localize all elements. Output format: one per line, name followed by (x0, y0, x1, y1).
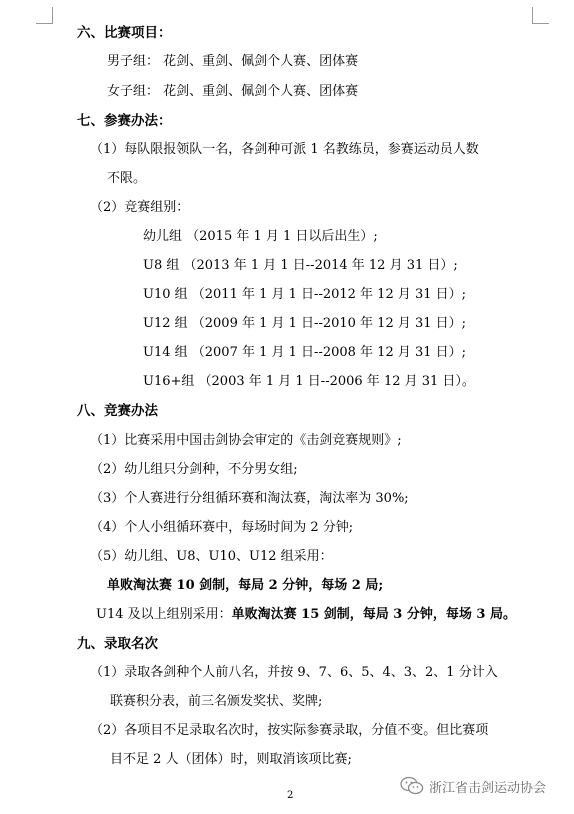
page-number: 2 (287, 790, 294, 801)
senior-format-prefix: U14 及以上组别采用： (96, 607, 232, 622)
section-9-item-2: （2）各项目不足录取名次时，按实际参赛录取，分值不变。但比赛项 (90, 723, 489, 738)
section-6-title: 六、比赛项目： (77, 25, 172, 41)
section-8-item: （2）幼儿组只分剑种，不分男女组; (90, 462, 298, 477)
wechat-icon (400, 776, 424, 796)
section-9-title: 九、录取名次 (77, 636, 158, 652)
section-6-women: 女子组： 花剑、重剑、佩剑个人赛、团体赛 (107, 84, 359, 99)
section-8-item: （5）幼儿组、U8、U10、U12 组采用： (90, 549, 333, 564)
group-row: U8 组 （2013 年 1 月 1 日--2014 年 12 月 31 日）; (143, 258, 458, 273)
section-9-item-1: （1）录取各剑种个人前八名，并按 9、7、6、5、4、3、2、1 分计入 (90, 665, 498, 680)
section-7-item-1-cont: 不限。 (107, 171, 147, 186)
section-9-item-2-cont: 目不足 2 人（团体）时，则取消该项比赛; (110, 752, 352, 767)
section-7-title: 七、参赛办法： (77, 113, 172, 129)
group-row: U10 组 （2011 年 1 月 1 日--2012 年 12 月 31 日）; (143, 287, 467, 302)
group-row: U14 组 （2007 年 1 月 1 日--2008 年 12 月 31 日）; (143, 345, 467, 360)
section-8-item: （4）个人小组循环赛中，每场时间为 2 分钟; (90, 520, 354, 535)
section-7-item-1: （1）每队限报领队一名，各剑种可派 1 名教练员，参赛运动员人数 (90, 142, 479, 157)
section-7-item-2: （2）竞赛组别： (90, 200, 190, 215)
page-corner-mark (36, 7, 53, 24)
group-row: U16+组 （2003 年 1 月 1 日--2006 年 12 月 31 日）。 (143, 374, 475, 389)
section-8-title: 八、竞赛办法 (77, 403, 158, 419)
section-8-item: （1）比赛采用中国击剑协会审定的《击剑竞赛规则》; (90, 433, 402, 448)
page-corner-mark (532, 7, 549, 24)
section-8-senior-format (96, 606, 516, 624)
section-8-item: （3）个人赛进行分组循环赛和淘汰赛，淘汰率为 30%; (90, 491, 409, 506)
section-8-junior-format: 单败淘汰赛 10 剑制，每局 2 分钟，每场 2 局; (107, 578, 384, 593)
section-9-item-1-cont: 联赛积分表，前三名颁发奖状、奖牌; (110, 694, 323, 709)
section-6-men: 男子组： 花剑、重剑、佩剑个人赛、团体赛 (107, 54, 359, 69)
group-row: U12 组 （2009 年 1 月 1 日--2010 年 12 月 31 日）; (143, 316, 467, 331)
group-row: 幼儿组 （2015 年 1 月 1 日以后出生）; (143, 229, 378, 244)
watermark (400, 776, 546, 796)
senior-format-rule: 单败淘汰赛 15 剑制，每局 3 分钟，每场 3 局。 (231, 607, 516, 622)
watermark-text: 浙江省击剑运动协会 (429, 780, 547, 796)
